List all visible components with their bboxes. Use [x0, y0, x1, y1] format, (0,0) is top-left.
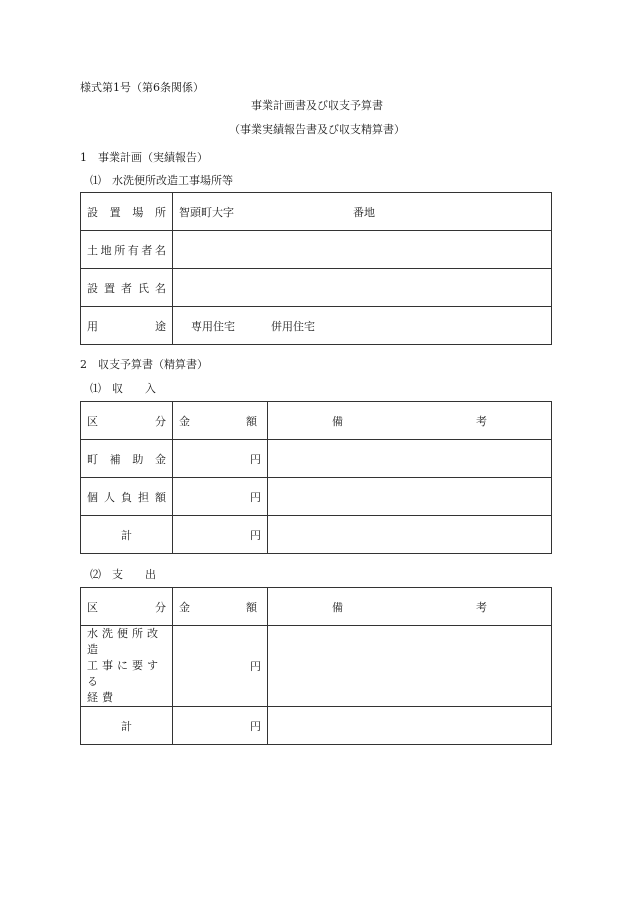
note-work-cost[interactable] — [268, 626, 552, 707]
usage-option-dedicated[interactable]: 専用住宅 — [191, 319, 235, 333]
amount-town-subsidy[interactable]: 円 — [173, 440, 268, 478]
address-prefix: 智頭町大字 — [179, 205, 234, 219]
income-row-total — [81, 516, 552, 554]
location-table — [80, 192, 552, 345]
header-note: 備 考 — [268, 588, 552, 626]
expense-header-row — [81, 588, 552, 626]
label-town-subsidy: 町 補 助 金 — [81, 440, 173, 478]
row-installer-name — [81, 269, 552, 307]
expense-row-total — [81, 707, 552, 745]
expense-row-work-cost — [81, 626, 552, 707]
amount-income-total[interactable]: 円 — [173, 516, 268, 554]
label-expense-total: 計 — [81, 707, 173, 745]
row-land-owner — [81, 231, 552, 269]
expense-table — [80, 587, 552, 745]
header-category: 区 分 — [81, 402, 173, 440]
label-land-owner: 土 地 所 有 者 名 — [81, 231, 173, 269]
value-usage[interactable] — [173, 307, 552, 345]
income-table — [80, 401, 552, 554]
document-title: 事業計画書及び収支予算書 — [251, 99, 383, 112]
label-work-cost: 水洗便所改造 工事に要する 経費 — [81, 626, 173, 707]
income-row-town-subsidy — [81, 440, 552, 478]
amount-work-cost[interactable]: 円 — [173, 626, 268, 707]
label-income-total: 計 — [81, 516, 173, 554]
section1-heading: 1 事業計画（実績報告） — [80, 151, 208, 164]
section1-subheading: ⑴ 水洗便所改造工事場所等 — [90, 174, 233, 187]
value-land-owner[interactable] — [173, 231, 552, 269]
income-subheading: ⑴ 収 入 — [90, 382, 156, 395]
note-income-total[interactable] — [268, 516, 552, 554]
header-note: 備 考 — [268, 402, 552, 440]
label-installation-place: 設 置 場 所 — [81, 193, 173, 231]
note-personal-burden[interactable] — [268, 478, 552, 516]
label-installer-name: 設 置 者 氏 名 — [81, 269, 173, 307]
income-header-row — [81, 402, 552, 440]
row-usage — [81, 307, 552, 345]
header-amount: 金 額 — [173, 402, 268, 440]
note-expense-total[interactable] — [268, 707, 552, 745]
form-number: 様式第1号（第6条関係） — [80, 81, 204, 94]
header-category: 区 分 — [81, 588, 173, 626]
note-town-subsidy[interactable] — [268, 440, 552, 478]
address-banchi: 番地 — [353, 205, 375, 219]
document-subtitle: （事業実績報告書及び収支精算書） — [229, 123, 405, 136]
expense-subheading: ⑵ 支 出 — [90, 568, 156, 581]
label-personal-burden: 個 人 負 担 額 — [81, 478, 173, 516]
section2-heading: 2 収支予算書（精算書） — [80, 358, 208, 371]
value-installation-place[interactable] — [173, 193, 552, 231]
value-installer-name[interactable] — [173, 269, 552, 307]
label-usage: 用 途 — [81, 307, 173, 345]
amount-expense-total[interactable]: 円 — [173, 707, 268, 745]
usage-option-combined[interactable]: 併用住宅 — [271, 319, 315, 333]
header-amount: 金 額 — [173, 588, 268, 626]
row-installation-place — [81, 193, 552, 231]
income-row-personal-burden — [81, 478, 552, 516]
amount-personal-burden[interactable]: 円 — [173, 478, 268, 516]
